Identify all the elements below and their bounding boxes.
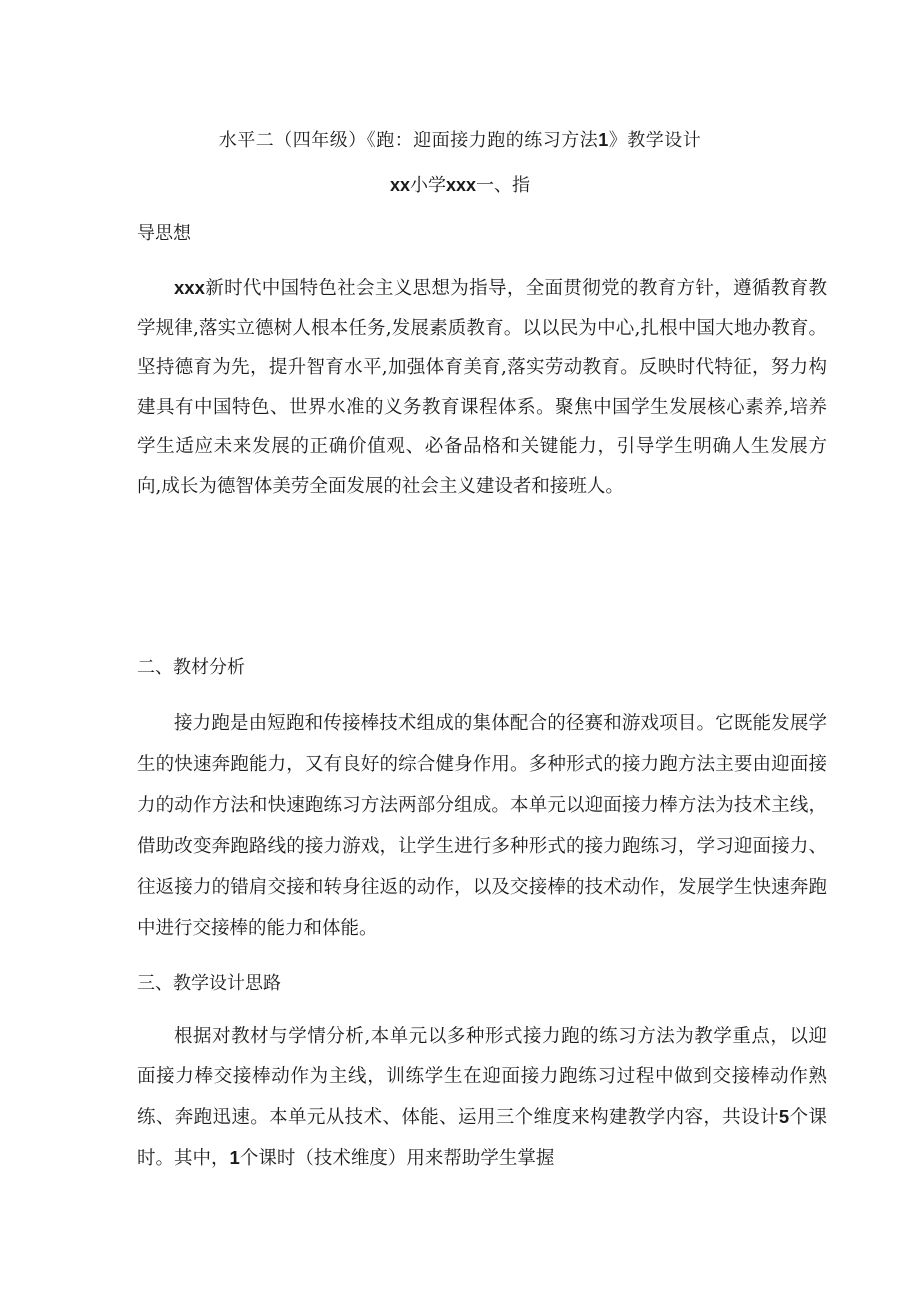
section-paragraph-design-approach: 根据对教材与学情分析,本单元以多种形式接力跑的练习方法为教学重点，以迎面接力棒交接棒动作为主线，训练学生在迎面接力跑练习过程中做到交接棒动作熟练、奔跑迅速。本单元从技术、体能、运用三个维度来构建教学内容，共设计5个课时。其中，1个课时（技术维度）用来帮助学生掌握 [137, 1026, 827, 1169]
section-heading-guiding-ideology: 导思想 [137, 223, 191, 244]
section-paragraph-guiding-ideology: xxx新时代中国特色社会主义思想为指导，全面贯彻党的教育方针，遵循教育教学规律,落实立德树人根本任务,发展素质教育。以以民为中心,扎根中国大地办教育。坚持德育为先，提升智育水平,加强体育美育,落实劳动教育。反映时代特征，努力构建具有中国特色、世界水准的义务教育课程体系。聚焦中国学生发展核心素养,培养学生适应未来发展的正确价值观、必备品格和关键能力，引导学生明确人生发展方向,成长为德智体美劳全面发展的社会主义建设者和接班人。 [137, 277, 827, 497]
section-paragraph-material-analysis: 接力跑是由短跑和传接棒技术组成的集体配合的径赛和游戏项目。它既能发展学生的快速奔跑能力，又有良好的综合健身作用。多种形式的接力跑方法主要由迎面接力的动作方法和快速跑练习方法两部分组成。本单元以迎面接力棒方法为技术主线，借助改变奔跑路线的接力游戏，让学生进行多种形式的接力跑练习，学习迎面接力、往返接力的错肩交接和转身往返的动作，以及交接棒的技术动作，发展学生快速奔跑中进行交接棒的能力和体能。 [137, 713, 827, 939]
document-title: 水平二（四年级）《跑：迎面接力跑的练习方法1》教学设计 [218, 130, 702, 151]
section-heading-material-analysis: 二、教材分析 [137, 657, 245, 678]
section-heading-design-approach: 三、教学设计思路 [137, 973, 281, 994]
document-subtitle: xx小学xxx一、指 [389, 175, 531, 196]
